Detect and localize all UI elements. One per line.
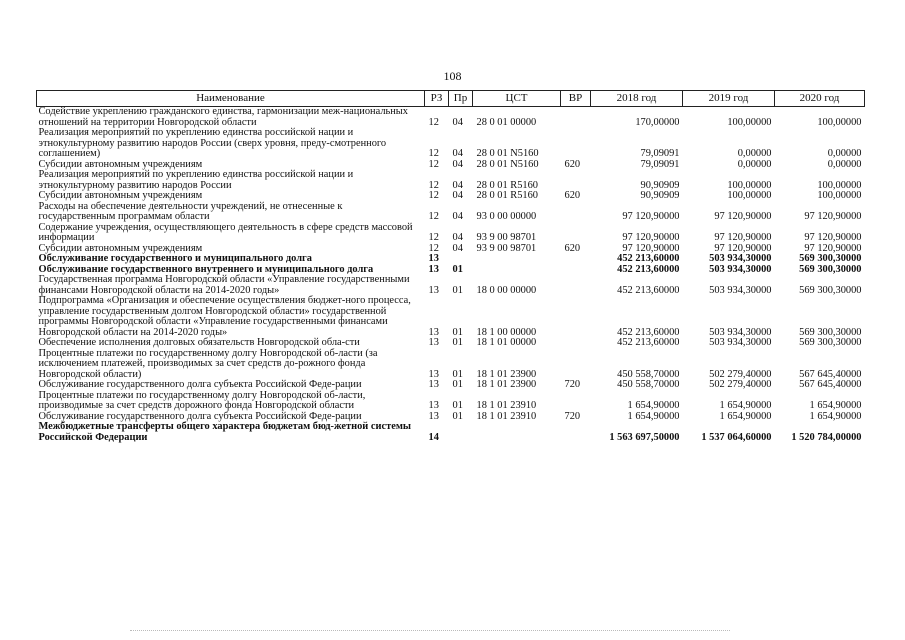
table-row	[37, 128, 865, 160]
cell-rz: 13	[428, 410, 439, 422]
cell-name: Государственная программа Новгородской области «Управление государственными финансами Новгородской области на 2014-2020 годы»	[38, 274, 410, 296]
cell-y2018: 79,09091	[640, 158, 680, 170]
cell-rz: 12	[428, 232, 439, 243]
cell-y2020: 569 300,30000	[799, 263, 862, 275]
cell-y2020: 100,00000	[817, 179, 862, 191]
cell-cst: 28 0 01 R5160	[476, 179, 538, 191]
cell-name: Содействие укреплению гражданского единства, гармонизации меж-национальных отношений на территории Новгородской области	[38, 106, 408, 128]
cell-y2020: 569 300,30000	[799, 253, 862, 264]
cell-y2018: 450 558,70000	[617, 368, 680, 380]
cell-cst: 18 1 01 23910	[476, 400, 537, 411]
cell-pr: 01	[452, 410, 463, 422]
cell-pr: 04	[452, 232, 463, 243]
cell-name: Процентные платежи по государственному долгу Новгородской об-ласти, производимые за счет средств дорожного фонда Новгородской области	[38, 389, 366, 411]
cell-y2019: 1 654,90000	[719, 410, 772, 422]
cell-pr: 01	[452, 368, 463, 380]
cell-name: Содержание учреждения, осуществляющего деятельность в сфере средств массовой информации	[38, 221, 413, 243]
cell-name: Реализация мероприятий по укреплению единства российской нации и этнокультурному развитию народов России (сверх уровня, преду-смотренного соглашением)	[38, 127, 387, 159]
cell-rz: 14	[428, 431, 439, 443]
table-body	[37, 107, 865, 444]
cell-y2020: 0,00000	[827, 148, 862, 159]
header-vr: ВР	[561, 91, 591, 107]
cell-rz: 12	[428, 148, 439, 159]
cell-y2020: 567 645,40000	[799, 368, 862, 380]
cell-rz: 13	[428, 253, 439, 264]
table-row	[37, 107, 865, 129]
cell-vr	[561, 107, 591, 129]
cell-vr: 620	[564, 242, 581, 254]
cell-y2020: 97 120,90000	[804, 211, 862, 222]
cell-y2019: 503 934,30000	[709, 284, 772, 296]
cell-cst	[473, 422, 561, 443]
cell-y2019: 0,00000	[737, 148, 772, 159]
cell-rz: 13	[428, 379, 439, 390]
table-row	[37, 349, 865, 381]
cell-pr	[449, 254, 473, 265]
cell-y2020: 1 654,90000	[809, 400, 862, 411]
cell-y2019: 1 537 064,60000	[701, 431, 772, 443]
cell-y2020: 100,00000	[817, 116, 862, 128]
cell-name: Обеспечение исполнения долговых обязательств Новгородской обла-сти	[38, 337, 360, 348]
cell-vr	[561, 275, 591, 296]
cell-name: Субсидии автономным учреждениям	[38, 242, 203, 254]
cell-cst: 93 9 00 98701	[476, 242, 537, 254]
cell-rz: 12	[428, 190, 439, 201]
cell-y2020: 97 120,90000	[804, 242, 862, 254]
cell-pr: 04	[452, 211, 463, 222]
cell-rz: 13	[428, 400, 439, 411]
cell-y2019: 97 120,90000	[714, 242, 772, 254]
header-2018: 2018 год	[591, 91, 683, 107]
cell-pr: 01	[452, 337, 463, 348]
cell-y2018: 1 654,90000	[627, 400, 680, 411]
cell-y2019: 0,00000	[737, 158, 772, 170]
cell-cst: 18 1 00 00000	[476, 326, 537, 338]
cell-name: Реализация мероприятий по укреплению единства российской нации и этнокультурному развитию народов России	[38, 169, 354, 191]
header-2020: 2020 год	[775, 91, 865, 107]
cell-rz: 12	[428, 116, 439, 128]
cell-pr: 04	[452, 190, 463, 201]
cell-vr	[561, 254, 591, 265]
cell-name: Расходы на обеспечение деятельности учреждений, не отнесенные к государственным программам области	[38, 200, 343, 222]
cell-y2018: 1 654,90000	[627, 410, 680, 422]
cell-pr: 01	[452, 379, 463, 390]
cell-y2019: 97 120,90000	[714, 211, 772, 222]
cell-y2018: 97 120,90000	[622, 242, 680, 254]
cell-y2020: 1 520 784,00000	[791, 431, 862, 443]
cell-rz: 12	[428, 242, 439, 254]
cell-vr	[561, 422, 591, 443]
cell-y2019: 100,00000	[727, 190, 772, 201]
cell-name: Субсидии автономным учреждениям	[38, 158, 203, 170]
cell-cst: 18 1 01 23910	[476, 410, 537, 422]
cell-name: Обслуживание государственного долга субъекта Российской Феде-рации	[38, 410, 362, 422]
table-header-row	[37, 91, 865, 107]
cell-y2019: 503 934,30000	[709, 326, 772, 338]
cell-vr: 720	[564, 410, 581, 422]
cell-y2018: 79,09091	[640, 148, 680, 159]
cell-name: Подпрограмма «Организация и обеспечение осуществления бюджет-ного процесса, управление государственным долгом Новгородской области» государственной программы Новгородской области «Управление государственными финансами Новгородской области на 2014-2020 годы»	[38, 295, 411, 338]
cell-vr	[561, 128, 591, 160]
cell-y2020: 100,00000	[817, 190, 862, 201]
header-name: Наименование	[37, 91, 425, 107]
cell-y2019: 100,00000	[727, 179, 772, 191]
cell-name: Процентные платежи по государственному долгу Новгородской об-ласти (за исключением платежей, производимых за счет средств до-рожного фонда Новгородской области)	[38, 347, 378, 380]
cell-rz: 13	[428, 368, 439, 380]
cell-rz: 12	[428, 158, 439, 170]
table-row	[37, 275, 865, 296]
cell-pr	[449, 422, 473, 443]
cell-y2019: 100,00000	[727, 116, 772, 128]
cell-y2019: 503 934,30000	[709, 253, 772, 264]
cell-vr	[561, 296, 591, 338]
cell-y2020: 569 300,30000	[799, 337, 862, 348]
cell-rz: 13	[428, 263, 439, 275]
header-2019: 2019 год	[683, 91, 775, 107]
cell-y2018: 450 558,70000	[617, 379, 680, 390]
cell-rz: 13	[428, 284, 439, 296]
cell-y2018: 90,90909	[640, 190, 680, 201]
table-row	[37, 380, 865, 391]
header-rz: РЗ	[425, 91, 449, 107]
cell-cst: 18 1 01 23900	[476, 379, 537, 390]
cell-name: Обслуживание государственного долга субъекта Российской Феде-рации	[38, 379, 362, 390]
budget-table	[36, 90, 865, 443]
cell-y2018: 452 213,60000	[617, 326, 680, 338]
cell-pr: 01	[452, 284, 463, 296]
cell-y2018: 170,00000	[635, 116, 680, 128]
cell-y2019: 503 934,30000	[709, 263, 772, 275]
cell-cst: 18 0 00 00000	[476, 284, 537, 296]
cell-name: Обслуживание государственного и муниципального долга	[38, 253, 312, 264]
cell-pr: 01	[452, 400, 463, 411]
cell-vr: 620	[564, 190, 581, 201]
cell-vr	[561, 223, 591, 244]
cell-y2018: 452 213,60000	[617, 253, 680, 264]
cell-vr	[561, 170, 591, 191]
cell-vr	[561, 202, 591, 223]
cell-y2018: 1 563 697,50000	[609, 431, 680, 443]
cell-vr	[561, 391, 591, 412]
cell-cst: 28 0 01 00000	[476, 116, 537, 128]
cell-name: Субсидии автономным учреждениям	[38, 190, 203, 201]
cell-cst: 93 9 00 98701	[476, 232, 537, 243]
cell-y2020: 569 300,30000	[799, 284, 862, 296]
cell-name: Обслуживание государственного внутреннего и муниципального долга	[38, 263, 374, 275]
cell-vr: 720	[564, 379, 581, 390]
cell-cst	[473, 265, 561, 276]
cell-y2018: 452 213,60000	[617, 337, 680, 348]
cell-cst: 28 0 01 N5160	[476, 158, 539, 170]
cell-y2019: 1 654,90000	[719, 400, 772, 411]
header-cst: ЦСТ	[473, 91, 561, 107]
cell-pr: 04	[452, 158, 463, 170]
table-row	[37, 338, 865, 349]
cell-cst: 28 0 01 R5160	[476, 190, 538, 201]
cell-name: Межбюджетные трансферты общего характера бюджетам бюд-жетной системы Российской Федерации	[38, 421, 412, 443]
header-pr: Пр	[449, 91, 473, 107]
cell-y2018: 97 120,90000	[622, 232, 680, 243]
cell-y2019: 97 120,90000	[714, 232, 772, 243]
cell-cst: 93 0 00 00000	[476, 211, 537, 222]
table-row	[37, 223, 865, 244]
cell-vr	[561, 265, 591, 276]
table-row	[37, 422, 865, 443]
cell-vr: 620	[564, 158, 581, 170]
cell-y2020: 1 654,90000	[809, 410, 862, 422]
cell-pr: 01	[452, 326, 463, 338]
cell-y2020: 97 120,90000	[804, 232, 862, 243]
cell-vr	[561, 338, 591, 349]
cell-cst: 18 1 01 00000	[476, 337, 537, 348]
cell-pr: 01	[452, 263, 463, 275]
cell-cst: 28 0 01 N5160	[476, 148, 539, 159]
cell-cst	[473, 254, 561, 265]
cell-rz: 13	[428, 326, 439, 338]
cell-pr: 04	[452, 148, 463, 159]
page-bottom-edge	[130, 630, 730, 632]
table-row	[37, 191, 865, 202]
cell-pr: 04	[452, 242, 463, 254]
cell-y2018: 452 213,60000	[617, 284, 680, 296]
cell-y2019: 502 279,40000	[709, 368, 772, 380]
table-row	[37, 391, 865, 412]
cell-y2020: 567 645,40000	[799, 379, 862, 390]
cell-y2020: 569 300,30000	[799, 326, 862, 338]
cell-rz: 12	[428, 211, 439, 222]
cell-rz: 12	[428, 179, 439, 191]
cell-y2018: 452 213,60000	[617, 263, 680, 275]
cell-y2019: 503 934,30000	[709, 337, 772, 348]
cell-y2020: 0,00000	[827, 158, 862, 170]
cell-rz: 13	[428, 337, 439, 348]
cell-pr: 04	[452, 179, 463, 191]
cell-cst: 18 1 01 23900	[476, 368, 537, 380]
table-row	[37, 296, 865, 338]
cell-pr: 04	[452, 116, 463, 128]
cell-y2019: 502 279,40000	[709, 379, 772, 390]
cell-y2018: 97 120,90000	[622, 211, 680, 222]
cell-y2018: 90,90909	[640, 179, 680, 191]
table-row	[37, 202, 865, 223]
table-row	[37, 170, 865, 191]
cell-vr	[561, 349, 591, 381]
table-row	[37, 254, 865, 265]
page-number: 108	[443, 69, 462, 83]
